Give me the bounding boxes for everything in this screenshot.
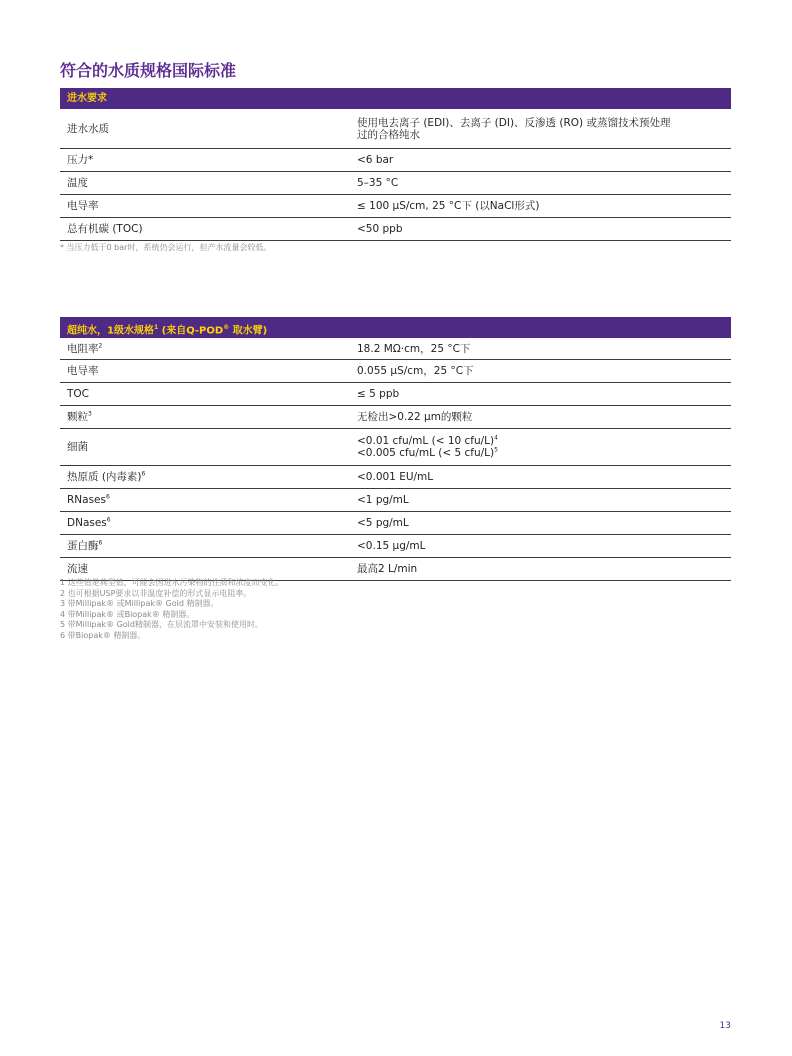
footnote: 1 这些值是典型值，可能会因进水污染物的性质和浓度而变化。 <box>60 578 284 587</box>
row-value: 最高2 L/min <box>357 563 418 575</box>
row-value: <6 bar <box>357 154 394 166</box>
row-label: 蛋白酶$^6$ <box>67 539 103 552</box>
row-label: 电导率 <box>67 200 99 212</box>
header-text: 超纯水，1级水规格 <box>67 325 154 337</box>
row-value: <50 ppb <box>357 223 403 235</box>
ultrapure-footnotes <box>60 578 284 641</box>
row-value: 0.055 µS/cm，25 °C下 <box>357 365 474 377</box>
feed-water-header: 进水要求 <box>60 88 731 109</box>
header-text: (来自Q-POD <box>158 325 224 337</box>
row-value: <0.001 EU/mL <box>357 471 434 483</box>
registered-mark: ® <box>223 324 230 331</box>
table-row <box>60 466 731 489</box>
row-label: TOC <box>67 388 90 400</box>
ultrapure-water-header <box>60 317 731 338</box>
row-label: 温度 <box>67 177 88 189</box>
table-row <box>60 149 731 172</box>
row-value: 5–35 °C <box>357 177 399 189</box>
row-value: ≤ 100 µS/cm, 25 °C下 (以NaCl形式) <box>357 200 540 212</box>
row-value: 18.2 MΩ·cm，25 °C下 <box>357 342 471 355</box>
table-row <box>60 338 731 360</box>
table-row <box>60 109 731 149</box>
footnote: 2 也可根据USP要求以非温度补偿的形式显示电阻率。 <box>60 588 252 598</box>
header-footnote-mark: 1 <box>153 324 159 331</box>
table-row <box>60 489 731 512</box>
feed-water-footnote: * 当压力低于0 bar时，系统仍会运行，但产水流量会较低。 <box>60 243 272 252</box>
footnote-mark: 6 <box>106 516 111 524</box>
footnote: 4 带Millipak® 或Biopak® 精制器。 <box>60 609 195 619</box>
table-row <box>60 535 731 558</box>
table-row <box>60 406 731 429</box>
row-label: 细菌 <box>67 441 88 453</box>
row-value: <5 pg/mL <box>357 517 409 529</box>
row-label: 流速 <box>67 563 88 575</box>
footnote-mark: 4 <box>494 434 498 442</box>
footnote: 6 带Biopak® 精制器。 <box>60 630 146 640</box>
table-row <box>60 512 731 535</box>
footnote-mark: 6 <box>98 539 103 547</box>
row-label: 颗粒$^3$ <box>67 410 92 423</box>
footnote-mark: 5 <box>494 446 498 454</box>
row-value: <1 pg/mL <box>357 494 409 506</box>
table-row <box>60 429 731 466</box>
footnote-mark: 6 <box>141 470 146 478</box>
footnote: 5 带Millipak® Gold精制器，在层流罩中安装和使用时。 <box>60 620 263 629</box>
footnote-mark: 2 <box>98 342 103 349</box>
table-row <box>60 172 731 195</box>
row-label: DNases$^6$ <box>67 516 111 529</box>
row-label: 总有机碳 (TOC) <box>67 223 143 235</box>
row-label: 电导率 <box>67 365 99 377</box>
footnote-mark: 3 <box>88 410 92 418</box>
row-label: 进水水质 <box>67 122 109 135</box>
page-number: 13 <box>719 1021 731 1031</box>
row-value: 使用电去离子 (EDI)、去离子 (DI)、反渗透 (RO) 或蒸馏技术预处理过的合格纯水 <box>357 116 671 141</box>
row-label: RNases$^6$ <box>67 493 110 506</box>
row-value: <0.01 cfu/mL (< 10 cfu/L)$^4$ <0.005 cfu/mL (< 5 cfu/L)$^5$ <box>357 434 498 459</box>
header-text: 取水臂) <box>229 325 268 337</box>
ultrapure-water-table <box>60 317 731 581</box>
table-row <box>60 360 731 383</box>
table-row <box>60 195 731 218</box>
footnote-mark: 6 <box>106 493 110 501</box>
feed-water-table <box>60 88 731 241</box>
page-title: 符合的水质规格国际标准 <box>60 61 237 80</box>
row-value: 无检出>0.22 µm的颗粒 <box>357 411 473 423</box>
table-row <box>60 383 731 406</box>
row-label: 电阻率$^2$ <box>67 342 103 355</box>
row-value: <0.15 µg/mL <box>357 540 426 552</box>
row-value: ≤ 5 ppb <box>357 388 400 400</box>
row-label: 热原质 (内毒素)$^6$ <box>67 470 146 483</box>
table-row <box>60 218 731 241</box>
row-label: 压力* <box>67 154 94 166</box>
footnote: 3 带Millipak® 或Millipak® Gold 精制器。 <box>60 599 219 608</box>
